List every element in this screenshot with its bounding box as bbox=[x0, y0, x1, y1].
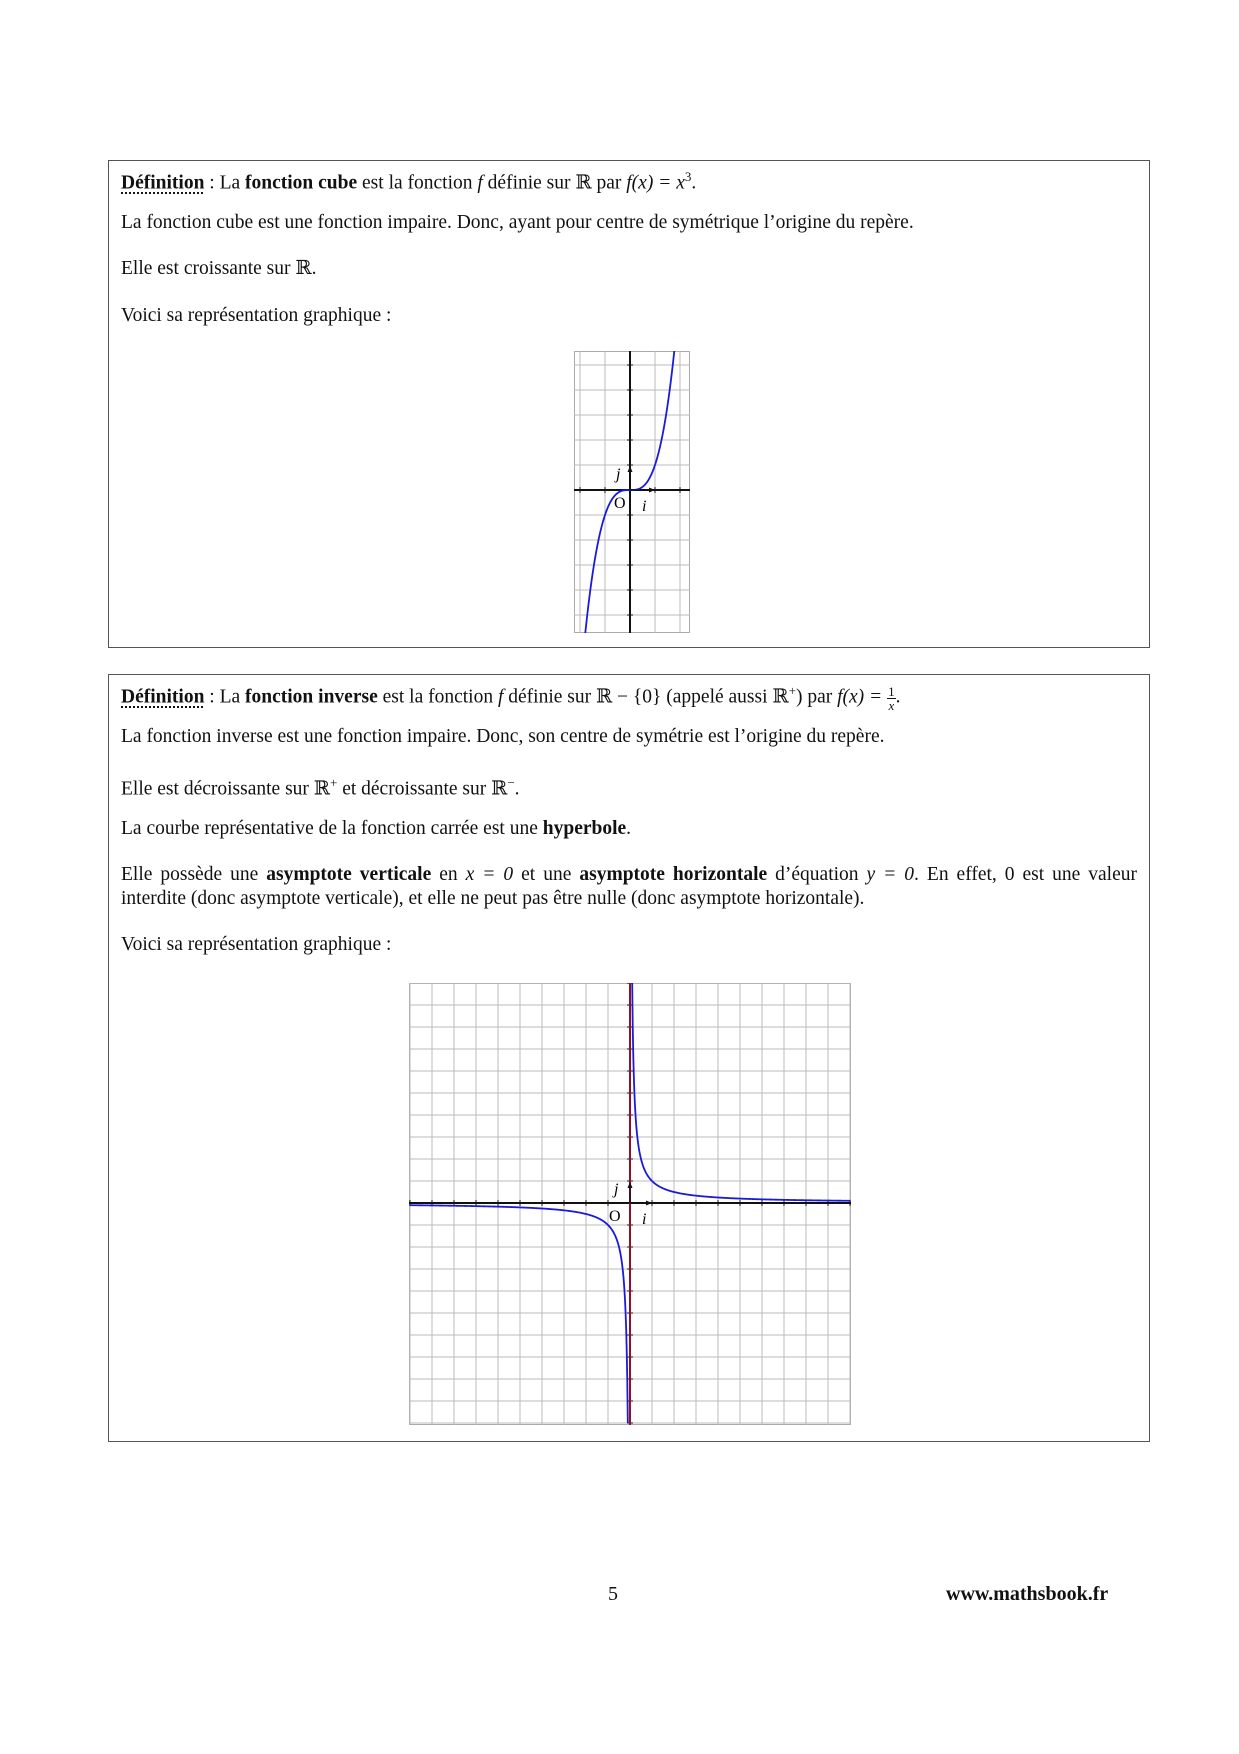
fraction: $\frac{1}{x}$ bbox=[888, 683, 895, 713]
label-i: i bbox=[642, 498, 647, 515]
cube-function-graph bbox=[574, 351, 690, 633]
paragraph-asymptotes: Elle possède une asymptote verticale en x = 0 et une asymptote horizontale d’équation y = 0. En effet, 0 est une valeur interdite (donc asymptote verticale), et elle ne peut pas être nulle (donc asymptote horizontale). bbox=[121, 864, 1138, 909]
label-i: i bbox=[642, 1211, 647, 1228]
definition-box-cube bbox=[108, 160, 1150, 648]
paragraph-graph-intro: Voici sa représentation graphique : bbox=[121, 934, 392, 955]
label-j: j bbox=[614, 1181, 619, 1198]
paragraph-parity: La fonction inverse est une fonction impaire. Donc, son centre de symétrie est l’origine du repère. bbox=[121, 726, 885, 747]
paragraph-graph-intro: Voici sa représentation graphique : bbox=[121, 305, 392, 326]
definition-line-cube: Définition : La fonction cube est la fonction f définie sur ℝ par $f(x) = x^3$. bbox=[121, 169, 697, 194]
definition-box-inverse bbox=[108, 674, 1150, 1442]
paragraph-hyperbole: La courbe représentative de la fonction carrée est une hyperbole. bbox=[121, 818, 632, 839]
definition-line-inverse: Définition : La fonction inverse est la fonction f définie sur ℝ − {0} (appelé aussi ℝ+) par f(x) = $\frac{1}{x}$ . bbox=[121, 683, 901, 713]
inverse-function-graph bbox=[409, 983, 851, 1425]
definition-label: Définition bbox=[121, 686, 205, 708]
paragraph-monotony: Elle est décroissante sur ℝ+ et décroissante sur ℝ−. bbox=[121, 775, 520, 800]
label-origin: O bbox=[614, 495, 626, 512]
definition-label: Définition bbox=[121, 172, 205, 194]
website-url[interactable]: www.mathsbook.fr bbox=[946, 1583, 1109, 1605]
label-j: j bbox=[616, 466, 621, 483]
paragraph-monotony: Elle est croissante sur ℝ. bbox=[121, 258, 317, 279]
label-origin: O bbox=[609, 1208, 621, 1225]
page-number: 5 bbox=[608, 1583, 618, 1605]
paragraph-parity: La fonction cube est une fonction impaire. Donc, ayant pour centre de symétrique l’origine du repère. bbox=[121, 212, 914, 233]
